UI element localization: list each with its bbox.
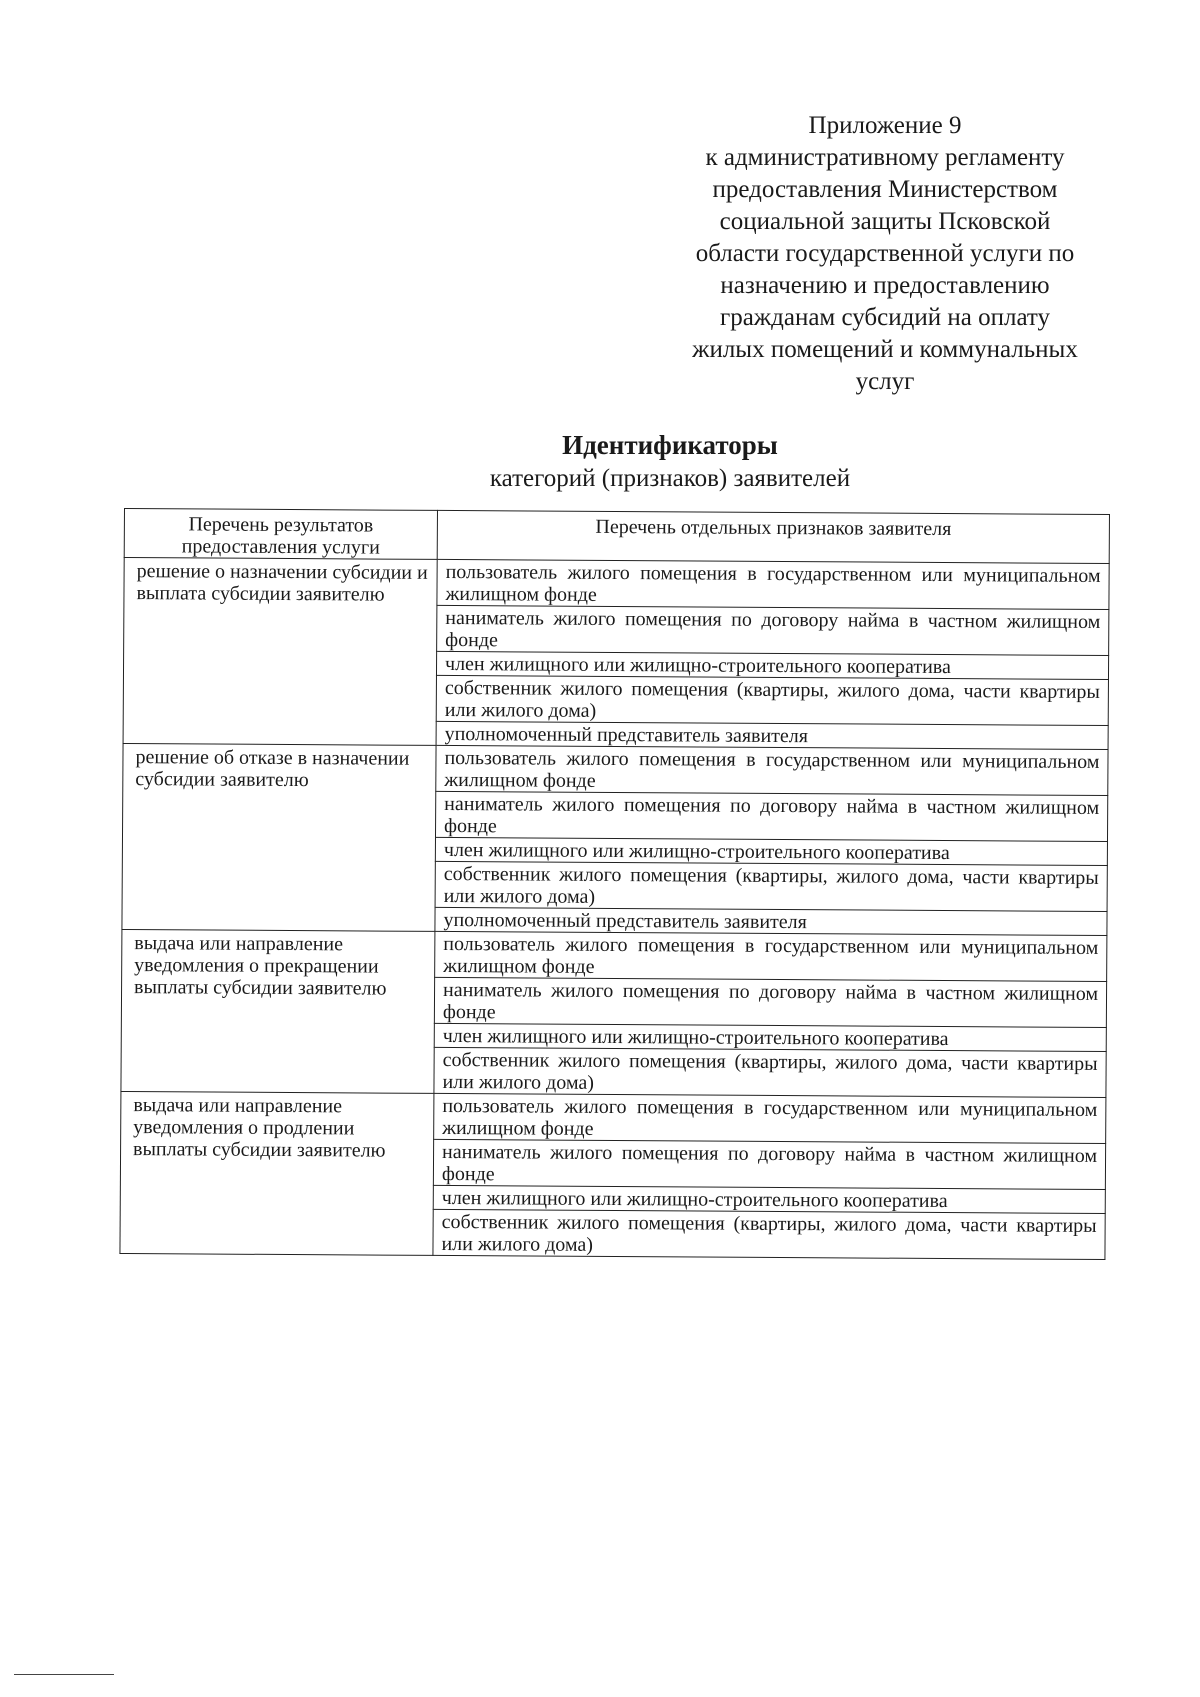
header-results: Перечень результатов предоставления услуги xyxy=(124,509,437,560)
result-cell: решение об отказе в назначении субсидии заявителю xyxy=(122,743,436,931)
appendix-line: области государственной услуги по xyxy=(695,240,1075,267)
table-header-row xyxy=(124,509,1109,564)
sign-cell: наниматель жилого помещения по договору найма в частном жилищном фонде xyxy=(433,1139,1105,1189)
appendix-note xyxy=(640,110,1130,398)
header-signs: Перечень отдельных признаков заявителя xyxy=(437,510,1109,563)
sign-cell: наниматель жилого помещения по договору найма в частном жилищном фонде xyxy=(435,791,1107,841)
sign-cell: наниматель жилого помещения по договору найма в частном жилищном фонде xyxy=(434,977,1106,1027)
result-cell: выдача или направление уведомления о прекращении выплаты субсидии заявителю xyxy=(121,929,435,1093)
sign-cell: пользователь жилого помещения в государственном или муниципальном жилищном фонде xyxy=(435,931,1107,981)
table-row xyxy=(122,929,1107,981)
appendix-line: жилых помещений и коммунальных xyxy=(692,336,1078,363)
sign-cell: собственник жилого помещения (квартиры, жилого дома, части квартиры или жилого дома) xyxy=(435,861,1107,911)
table-row xyxy=(124,558,1109,610)
document-title: Идентификаторы xyxy=(562,430,778,460)
document-subtitle: категорий (признаков) заявителей xyxy=(489,465,851,492)
table-row xyxy=(123,743,1108,795)
appendix-line: социальной защиты Псковской xyxy=(719,208,1051,235)
sign-cell: собственник жилого помещения (квартиры, жилого дома, части квартиры или жилого дома) xyxy=(434,1047,1106,1097)
appendix-line: предоставления Министерством xyxy=(712,176,1058,203)
sign-cell: член жилищного или жилищно-строительного кооператива xyxy=(433,1185,1105,1213)
appendix-line: услуг xyxy=(855,368,915,395)
identifiers-table xyxy=(119,508,1110,1260)
appendix-line: назначению и предоставлению xyxy=(720,272,1050,299)
result-cell: выдача или направление уведомления о продлении выплаты субсидии заявителю xyxy=(120,1091,434,1255)
sign-cell: пользователь жилого помещения в государственном или муниципальном жилищном фонде xyxy=(437,559,1109,609)
sign-cell: уполномоченный представитель заявителя xyxy=(435,907,1107,935)
sign-cell: член жилищного или жилищно-строительного кооператива xyxy=(435,837,1107,865)
table-row xyxy=(121,1091,1106,1143)
table-body xyxy=(120,558,1109,1260)
sign-cell: пользователь жилого помещения в государственном или муниципальном жилищном фонде xyxy=(436,745,1108,795)
sign-cell: наниматель жилого помещения по договору найма в частном жилищном фонде xyxy=(437,605,1109,655)
appendix-line: гражданам субсидий на оплату xyxy=(720,304,1050,331)
appendix-line: Приложение 9 xyxy=(808,112,962,139)
appendix-line: к административному регламенту xyxy=(705,144,1065,171)
sign-cell: член жилищного или жилищно-строительного кооператива xyxy=(434,1023,1106,1051)
scan-artifact-line xyxy=(14,1674,114,1675)
sign-cell: собственник жилого помещения (квартиры, жилого дома, части квартиры или жилого дома) xyxy=(433,1209,1105,1259)
sign-cell: пользователь жилого помещения в государственном или муниципальном жилищном фонде xyxy=(434,1093,1106,1143)
result-cell: решение о назначении субсидии и выплата субсидии заявителю xyxy=(123,558,437,746)
sign-cell: уполномоченный представитель заявителя xyxy=(436,721,1108,749)
sign-cell: собственник жилого помещения (квартиры, жилого дома, части квартиры или жилого дома) xyxy=(436,675,1108,725)
sign-cell: член жилищного или жилищно-строительного кооператива xyxy=(436,651,1108,679)
